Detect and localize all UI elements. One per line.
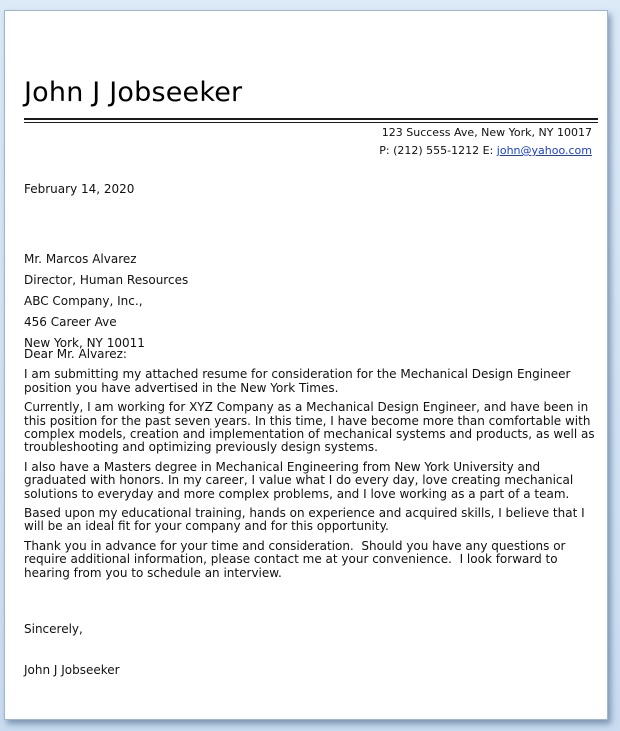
body-paragraph: I also have a Masters degree in Mechanical Engineering from New York University and graduated with honors. In my career, I value what I do every day, love creating mechanical solutions to everyday and more complex problems, and I love working as a part of a team. (24, 459, 574, 501)
sender-name: John J Jobseeker (24, 77, 243, 108)
sender-phone: P: (212) 555-1212 E: (379, 144, 497, 157)
recipient-line: 456 Career Ave (24, 315, 117, 329)
body-paragraph: I am submitting my attached resume for consideration for the Mechanical Design Engineer position you have advertised in the New York Times. (24, 367, 571, 395)
sender-email-link[interactable]: john@yahoo.com (496, 144, 592, 157)
header-rule-thin (24, 122, 598, 123)
body-paragraph: Based upon my educational training, hands on experience and acquired skills, I believe that I will be an ideal fit for your company and for this opportunity. (24, 506, 585, 534)
header-rule-thick (24, 118, 598, 120)
signature-name: John J Jobseeker (24, 663, 120, 677)
body-paragraph: Currently, I am working for XYZ Company as a Mechanical Design Engineer, and have been in this position for the past seven years. In this time, I have become more than comfortable with complex models, creation and implementation of mechanical systems and products, as well as troubleshooting and optimizing previously design systems. (24, 400, 595, 455)
letter-body (24, 348, 596, 586)
sender-contact (379, 124, 592, 160)
recipient-address (24, 249, 188, 354)
closing: Sincerely, (24, 622, 83, 636)
letter-page (4, 10, 608, 720)
recipient-line: ABC Company, Inc., (24, 294, 143, 308)
recipient-line: New York, NY 10011 (24, 336, 145, 350)
body-paragraph: Thank you in advance for your time and consideration. Should you have any questions or require additional information, please contact me at your convenience. I look forward to hearing from you to schedule an interview. (24, 538, 570, 580)
sender-address: 123 Success Ave, New York, NY 10017 (381, 126, 592, 139)
sender-phone-email (379, 142, 592, 160)
recipient-line: Director, Human Resources (24, 273, 189, 287)
letter-date: February 14, 2020 (24, 182, 135, 196)
salutation: Dear Mr. Alvarez: (24, 347, 127, 361)
recipient-line: Mr. Marcos Alvarez (24, 252, 137, 266)
